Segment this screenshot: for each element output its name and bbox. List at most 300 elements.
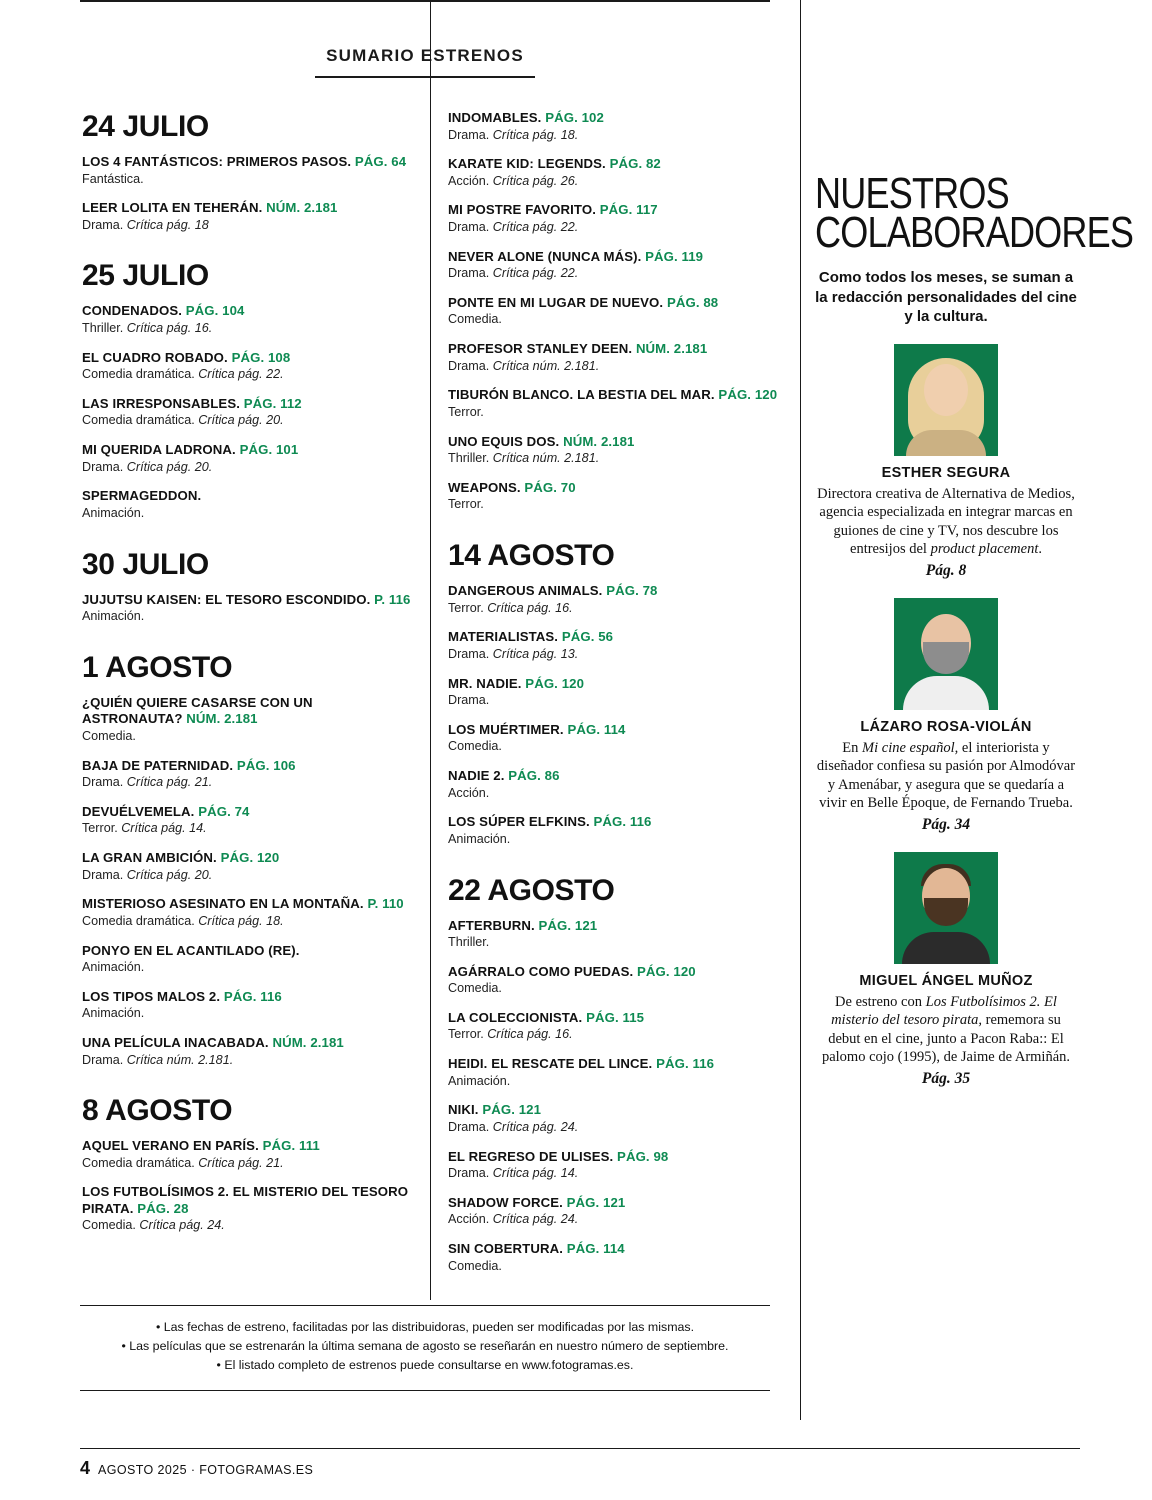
- film-entry[interactable]: [82, 154, 412, 187]
- film-entry[interactable]: [448, 480, 783, 513]
- film-genre: Acción.: [448, 1212, 490, 1227]
- film-page-ref[interactable]: PÁG. 101: [239, 442, 299, 458]
- film-entry[interactable]: [448, 918, 783, 951]
- film-page-ref[interactable]: PÁG. 121: [482, 1102, 542, 1118]
- film-genre: Drama.: [448, 1119, 490, 1134]
- film-entry[interactable]: [82, 396, 412, 429]
- film-entry[interactable]: [82, 1035, 412, 1068]
- film-review-ref: Crítica pág. 18: [123, 217, 209, 232]
- film-title: [82, 442, 412, 459]
- film-title-text: AFTERBURN.: [448, 917, 535, 933]
- film-title-text: PROFESOR STANLEY DEEN.: [448, 341, 633, 357]
- film-title-text: EL REGRESO DE ULISES.: [448, 1148, 614, 1164]
- film-page-ref[interactable]: PÁG. 112: [243, 395, 302, 411]
- film-page-ref[interactable]: PÁG. 108: [231, 349, 291, 365]
- film-meta: [448, 128, 783, 144]
- title-underline: [315, 76, 535, 78]
- film-page-ref[interactable]: PÁG. 120: [525, 675, 585, 691]
- film-genre: Comedia.: [82, 1218, 136, 1233]
- film-page-ref[interactable]: PÁG. 56: [561, 629, 614, 645]
- film-meta: [448, 1027, 783, 1043]
- film-title: [448, 1241, 783, 1258]
- film-title: [448, 1010, 783, 1027]
- date-heading: 14 AGOSTO: [448, 539, 615, 573]
- film-page-ref[interactable]: PÁG. 102: [545, 110, 604, 125]
- film-genre: Drama.: [448, 219, 490, 234]
- film-title: [82, 989, 412, 1006]
- film-title: [448, 249, 783, 266]
- film-title-text: MI QUERIDA LADRONA.: [82, 442, 236, 458]
- film-title-text: UNA PELÍCULA INACABADA.: [82, 1035, 269, 1051]
- film-title-text: TIBURÓN BLANCO. LA BESTIA DEL MAR.: [448, 387, 715, 403]
- film-title-text: DEVUÉLVEMELA.: [82, 803, 195, 819]
- footnotes: [80, 1318, 770, 1376]
- collaborators-heading-line1: NUESTROS: [815, 169, 1009, 218]
- film-review-ref: Crítica pág. 18.: [489, 127, 579, 142]
- film-title: [448, 964, 783, 981]
- footnote-line: • Las fechas de estreno, facilitadas por las distribuidoras, pueden ser modificadas por las mismas.: [155, 1320, 695, 1334]
- film-entry[interactable]: [82, 488, 412, 521]
- film-genre: Terror.: [448, 404, 484, 419]
- film-entry[interactable]: [82, 896, 412, 929]
- film-meta: [448, 359, 783, 375]
- film-entry[interactable]: [82, 1184, 412, 1234]
- film-title-text: MATERIALISTAS.: [448, 629, 559, 645]
- film-genre: Comedia dramática.: [82, 413, 195, 428]
- film-title: [82, 1184, 412, 1217]
- footnote-line: • El listado completo de estrenos puede consultarse en www.fotogramas.es.: [216, 1358, 634, 1373]
- film-title: [448, 341, 783, 358]
- film-title-text: LAS IRRESPONSABLES.: [82, 395, 240, 411]
- film-title-text: KARATE KID: LEGENDS.: [448, 156, 606, 172]
- film-genre: Drama.: [82, 867, 124, 882]
- film-title-text: INDOMABLES.: [448, 110, 542, 125]
- film-entry[interactable]: [448, 1056, 783, 1089]
- film-meta: [448, 601, 783, 617]
- film-title: [82, 1138, 412, 1155]
- footer-rule: [80, 1448, 1080, 1449]
- avatar: [894, 852, 998, 964]
- film-title: [82, 592, 412, 609]
- film-entry[interactable]: [82, 350, 412, 383]
- collaborators-intro: Como todos los meses, se suman a la redacción personalidades del cine y la cultura.: [815, 269, 1077, 325]
- film-review-ref: Crítica pág. 18.: [194, 913, 284, 928]
- film-review-ref: Crítica pág. 14.: [489, 1166, 579, 1181]
- page-title: SUMARIO ESTRENOS: [326, 46, 524, 65]
- film-meta: [448, 220, 783, 236]
- film-meta: [448, 832, 783, 848]
- film-genre: Animación.: [448, 1073, 511, 1088]
- film-title: [448, 722, 783, 739]
- film-entry[interactable]: [448, 1195, 783, 1228]
- film-review-ref: Crítica pág. 20.: [194, 413, 284, 428]
- film-entry[interactable]: [448, 434, 783, 467]
- film-genre: Comedia dramática.: [82, 367, 195, 382]
- film-entry[interactable]: [448, 629, 783, 662]
- film-page-ref[interactable]: PÁG. 64: [354, 154, 407, 169]
- film-title: [82, 396, 412, 413]
- film-review-ref: Crítica pág. 24.: [489, 1212, 579, 1227]
- film-page-ref[interactable]: PÁG. 106: [236, 757, 296, 773]
- film-meta: [82, 506, 412, 522]
- film-meta: [448, 1212, 783, 1228]
- film-entry[interactable]: [448, 1149, 783, 1182]
- film-review-ref: Crítica pág. 22.: [194, 367, 284, 382]
- film-genre: Drama.: [448, 266, 490, 281]
- film-meta: [82, 914, 412, 930]
- film-page-ref[interactable]: PÁG. 115: [586, 1009, 645, 1025]
- film-title-text: AGÁRRALO COMO PUEDAS.: [448, 963, 634, 979]
- film-title-text: WEAPONS.: [448, 479, 521, 495]
- film-meta: [448, 647, 783, 663]
- film-title: [82, 488, 412, 505]
- film-entry[interactable]: [82, 989, 412, 1022]
- film-genre: Comedia.: [82, 728, 136, 743]
- film-entry[interactable]: [82, 592, 412, 625]
- film-page-ref[interactable]: PÁG. 120: [718, 387, 778, 403]
- film-page-ref[interactable]: PÁG. 70: [524, 479, 576, 495]
- film-genre: Thriller.: [82, 320, 124, 335]
- film-meta: [448, 266, 783, 282]
- film-entry[interactable]: [448, 202, 783, 235]
- collaborators-panel: [815, 169, 1134, 1088]
- film-review-ref: Crítica pág. 22.: [489, 219, 579, 234]
- collaborators-heading-line2: COLABORADORES: [815, 207, 1134, 257]
- film-meta: [448, 739, 783, 755]
- film-page-ref[interactable]: NÚM. 2.181: [186, 711, 258, 727]
- film-entry[interactable]: [448, 1010, 783, 1043]
- film-title: [82, 804, 412, 821]
- film-genre: Animación.: [82, 960, 145, 975]
- film-meta: [448, 405, 783, 421]
- film-genre: Acción.: [448, 173, 490, 188]
- film-review-ref: Crítica pág. 13.: [489, 646, 579, 661]
- film-genre: Comedia.: [448, 312, 502, 327]
- film-meta: [82, 1156, 412, 1172]
- film-page-ref[interactable]: PÁG. 28: [137, 1200, 189, 1216]
- film-meta: [82, 1006, 412, 1022]
- film-entry[interactable]: [448, 249, 783, 282]
- film-meta: [82, 172, 412, 188]
- film-title-text: LOS FUTBOLÍSIMOS 2. EL MISTERIO DEL TESORO PIRATA.: [82, 1184, 409, 1216]
- film-title-text: LA COLECCIONISTA.: [448, 1009, 583, 1025]
- film-entry[interactable]: [448, 768, 783, 801]
- film-genre: Drama.: [82, 1052, 124, 1067]
- film-title-text: LOS TIPOS MALOS 2.: [82, 988, 221, 1004]
- film-page-ref[interactable]: PÁG. 88: [666, 294, 719, 310]
- film-title-text: LOS 4 FANTÁSTICOS: PRIMEROS PASOS.: [82, 154, 352, 169]
- film-meta: [82, 1218, 412, 1234]
- film-genre: Comedia dramática.: [82, 913, 195, 928]
- date-heading: 24 JULIO: [82, 110, 209, 143]
- film-page-ref[interactable]: PÁG. 114: [566, 1241, 625, 1257]
- film-review-ref: Crítica núm. 2.181.: [123, 1052, 234, 1067]
- film-review-ref: Crítica pág. 20.: [123, 867, 213, 882]
- film-title-text: JUJUTSU KAISEN: EL TESORO ESCONDIDO.: [82, 591, 371, 607]
- film-page-ref[interactable]: PÁG. 114: [567, 721, 626, 737]
- film-title: [448, 434, 783, 451]
- film-meta: [448, 981, 783, 997]
- collaborator-bio: De estreno con Los Futbolísimos 2. El misterio del tesoro pirata, rememora su debut en el cine, junto a Pacon Raba:: El palomo cojo (1995), de Jaime de Armiñán.: [821, 994, 1071, 1065]
- date-heading: 1 AGOSTO: [82, 650, 233, 684]
- film-title-text: MI POSTRE FAVORITO.: [448, 202, 596, 218]
- film-meta: [448, 1120, 783, 1136]
- avatar: [894, 598, 998, 710]
- film-entry[interactable]: [448, 964, 783, 997]
- film-entry[interactable]: [448, 1241, 783, 1274]
- film-title: [448, 629, 783, 646]
- film-title: [448, 1195, 783, 1212]
- film-title: [448, 1149, 783, 1166]
- film-title-text: NADIE 2.: [448, 768, 505, 784]
- film-genre: Comedia.: [448, 981, 502, 996]
- collaborator-name: ESTHER SEGURA: [881, 465, 1011, 481]
- film-page-ref[interactable]: NÚM. 2.181: [266, 200, 338, 216]
- film-title-text: UNO EQUIS DOS.: [448, 433, 560, 449]
- collaborator-bio: Directora creativa de Alternativa de Medios, agencia especializada en integrar marcas en guiones de cine y TV, nos descubre los entresijos del product placement.: [817, 486, 1075, 557]
- collaborator-page: Pág. 35: [921, 1070, 971, 1088]
- film-title: [448, 387, 783, 404]
- film-page-ref[interactable]: PÁG. 120: [220, 850, 280, 866]
- film-meta: [82, 413, 412, 429]
- film-entry[interactable]: [448, 814, 783, 847]
- film-entry[interactable]: [82, 200, 412, 233]
- film-genre: Drama.: [448, 358, 490, 373]
- film-title-text: PONYO EN EL ACANTILADO (RE).: [82, 942, 300, 958]
- film-entry[interactable]: [82, 695, 412, 745]
- estrenos-column-1: [82, 110, 412, 1247]
- film-title: [448, 814, 783, 831]
- film-meta: [82, 1053, 412, 1069]
- film-meta: [82, 775, 412, 791]
- film-meta: [82, 460, 412, 476]
- column-divider-middle: [430, 0, 431, 1300]
- film-entry[interactable]: [82, 804, 412, 837]
- film-page-ref[interactable]: NÚM. 2.181: [272, 1035, 344, 1051]
- film-title: [82, 943, 412, 960]
- film-page-ref[interactable]: PÁG. 111: [262, 1138, 320, 1154]
- film-meta: [448, 1166, 783, 1182]
- film-page-ref[interactable]: PÁG. 74: [198, 803, 250, 819]
- film-title-text: LOS SÚPER ELFKINS.: [448, 814, 590, 830]
- film-genre: Animación.: [82, 609, 145, 624]
- collaborator-page: Pág. 8: [925, 562, 967, 580]
- film-title: [448, 583, 783, 600]
- collaborator-item: [815, 852, 1077, 1088]
- film-title-text: DANGEROUS ANIMALS.: [448, 583, 603, 599]
- footnote-line: • Las películas que se estrenarán la última semana de agosto se reseñarán en nuestro número de septiembre.: [121, 1339, 729, 1354]
- film-title: [448, 156, 783, 173]
- film-meta: [448, 451, 783, 467]
- film-title-text: LA GRAN AMBICIÓN.: [82, 850, 217, 866]
- film-meta: [82, 609, 412, 625]
- film-title: [82, 1035, 412, 1052]
- date-heading: 25 JULIO: [82, 259, 209, 293]
- film-entry[interactable]: [448, 676, 783, 709]
- collaborators-heading: [815, 169, 1134, 257]
- film-entry[interactable]: [448, 110, 783, 143]
- page-number: 4: [80, 1458, 91, 1478]
- film-review-ref: Crítica núm. 2.181.: [489, 451, 600, 466]
- film-title-text: SIN COBERTURA.: [448, 1241, 563, 1257]
- notes-rule-bottom: [80, 1390, 770, 1391]
- footer: [80, 1458, 313, 1479]
- film-genre: Drama.: [448, 127, 490, 142]
- film-genre: Thriller.: [448, 451, 490, 466]
- film-title-text: NIKI.: [448, 1102, 479, 1118]
- film-page-ref[interactable]: NÚM. 2.181: [635, 341, 708, 357]
- film-meta: [82, 868, 412, 884]
- film-genre: Animación.: [82, 1006, 145, 1021]
- notes-rule-top: [80, 1305, 770, 1306]
- film-genre: Terror.: [448, 497, 484, 512]
- film-entry[interactable]: [82, 943, 412, 976]
- film-page-ref[interactable]: PÁG. 78: [606, 583, 658, 599]
- film-title: [82, 200, 412, 217]
- collaborator-bio: En Mi cine español, el interiorista y diseñador confiesa su pasión por Almodóvar y Amenábar, y asegura que se quedaría a vivir en Belle Époque, de Fernando Trueba.: [816, 740, 1076, 811]
- film-entry[interactable]: [82, 758, 412, 791]
- film-title: [82, 350, 412, 367]
- film-genre: Fantástica.: [82, 171, 144, 186]
- film-title: [82, 154, 412, 171]
- film-title-text: BAJA DE PATERNIDAD.: [82, 757, 234, 773]
- film-meta: [448, 174, 783, 190]
- film-page-ref[interactable]: PÁG. 117: [599, 202, 658, 218]
- film-entry[interactable]: [448, 1102, 783, 1135]
- film-page-ref[interactable]: NÚM. 2.181: [563, 433, 635, 449]
- top-rule: [80, 0, 770, 2]
- film-review-ref: Crítica pág. 16.: [483, 600, 573, 615]
- collaborator-name: MIGUEL ÁNGEL MUÑOZ: [859, 973, 1033, 990]
- film-entry[interactable]: [448, 295, 783, 328]
- date-heading: 22 AGOSTO: [448, 873, 615, 907]
- column-divider-right: [800, 0, 801, 1420]
- film-title: [82, 695, 412, 728]
- film-genre: Drama.: [448, 646, 490, 661]
- film-review-ref: Crítica pág. 14.: [117, 821, 207, 836]
- film-page-ref[interactable]: PÁG. 86: [508, 768, 560, 784]
- date-heading: 30 JULIO: [82, 547, 209, 581]
- film-meta: [82, 218, 412, 234]
- film-entry[interactable]: [448, 387, 783, 420]
- film-entry[interactable]: [82, 442, 412, 475]
- film-title-text: LOS MUÉRTIMER.: [448, 721, 564, 737]
- film-genre: Acción.: [448, 785, 490, 800]
- collaborator-page: Pág. 34: [921, 816, 971, 834]
- film-page-ref[interactable]: PÁG. 121: [538, 917, 598, 933]
- film-review-ref: Crítica pág. 20.: [123, 459, 213, 474]
- film-genre: Terror.: [448, 600, 484, 615]
- film-meta: [448, 693, 783, 709]
- film-meta: [82, 821, 412, 837]
- film-meta: [448, 935, 783, 951]
- film-title: [448, 202, 783, 219]
- film-meta: [82, 367, 412, 383]
- film-meta: [448, 312, 783, 328]
- film-review-ref: Crítica pág. 22.: [489, 266, 579, 281]
- film-genre: Drama.: [448, 1166, 490, 1181]
- film-genre: Drama.: [82, 775, 124, 790]
- film-review-ref: Crítica pág. 21.: [194, 1155, 284, 1170]
- film-review-ref: Crítica pág. 26.: [489, 173, 579, 188]
- film-entry[interactable]: [82, 850, 412, 883]
- film-title-text: MISTERIOSO ASESINATO EN LA MONTAÑA.: [82, 896, 364, 912]
- film-title: [82, 303, 412, 320]
- film-genre: Comedia.: [448, 1258, 502, 1273]
- film-review-ref: Crítica pág. 16.: [123, 320, 213, 335]
- film-title-text: HEIDI. EL RESCATE DEL LINCE.: [448, 1056, 653, 1072]
- film-title-text: NEVER ALONE (NUNCA MÁS).: [448, 248, 642, 264]
- film-entry[interactable]: [448, 341, 783, 374]
- film-page-ref[interactable]: PÁG. 121: [566, 1194, 626, 1210]
- film-title-text: MR. NADIE.: [448, 675, 522, 691]
- film-entry[interactable]: [448, 722, 783, 755]
- film-page-ref[interactable]: P. 110: [367, 896, 404, 912]
- film-title-text: CONDENADOS.: [82, 303, 183, 319]
- film-title: [448, 480, 783, 497]
- film-review-ref: Crítica pág. 16.: [483, 1027, 573, 1042]
- film-title: [448, 1102, 783, 1119]
- film-meta: [82, 729, 412, 745]
- film-page-ref[interactable]: PÁG. 116: [223, 988, 282, 1004]
- film-page-ref[interactable]: PÁG. 119: [645, 248, 704, 264]
- film-genre: Drama.: [82, 459, 124, 474]
- footer-text: AGOSTO 2025 · FOTOGRAMAS.ES: [98, 1463, 314, 1477]
- film-title-text: AQUEL VERANO EN PARÍS.: [82, 1138, 259, 1154]
- film-meta: [448, 1259, 783, 1275]
- film-entry[interactable]: [448, 583, 783, 616]
- film-page-ref[interactable]: P. 116: [374, 591, 411, 607]
- film-genre: Animación.: [82, 505, 145, 520]
- film-genre: Comedia dramática.: [82, 1155, 195, 1170]
- estrenos-column-2: [448, 110, 783, 1287]
- film-meta: [82, 321, 412, 337]
- film-review-ref: Crítica núm. 2.181.: [489, 358, 600, 373]
- film-page-ref[interactable]: PÁG. 120: [637, 963, 696, 979]
- film-page-ref[interactable]: PÁG. 82: [609, 156, 661, 172]
- film-title: [448, 295, 783, 312]
- film-title: [82, 850, 412, 867]
- collaborator-item: [815, 344, 1077, 580]
- film-review-ref: Crítica pág. 21.: [123, 775, 213, 790]
- film-entry[interactable]: [82, 1138, 412, 1171]
- film-title: [82, 896, 412, 913]
- film-page-ref[interactable]: PÁG. 116: [593, 814, 652, 830]
- film-title: [448, 918, 783, 935]
- film-page-ref[interactable]: PÁG. 104: [185, 303, 245, 319]
- avatar: [894, 344, 998, 456]
- film-meta: [448, 497, 783, 513]
- film-title: [448, 676, 783, 693]
- film-page-ref[interactable]: PÁG. 116: [656, 1056, 715, 1072]
- film-entry[interactable]: [82, 303, 412, 336]
- film-title: [448, 768, 783, 785]
- film-review-ref: Crítica pág. 24.: [489, 1119, 579, 1134]
- film-page-ref[interactable]: PÁG. 98: [617, 1148, 669, 1164]
- film-title: [448, 110, 783, 127]
- collaborator-name: LÁZARO ROSA-VIOLÁN: [860, 719, 1032, 736]
- film-entry[interactable]: [448, 156, 783, 189]
- film-title-text: ¿QUIÉN QUIERE CASARSE CON UN ASTRONAUTA?: [82, 694, 313, 727]
- film-genre: Comedia.: [448, 739, 502, 754]
- film-meta: [82, 960, 412, 976]
- film-genre: Drama.: [82, 217, 124, 232]
- film-title: [448, 1056, 783, 1073]
- film-genre: Thriller.: [448, 935, 490, 950]
- date-heading: 8 AGOSTO: [82, 1094, 233, 1128]
- film-meta: [448, 786, 783, 802]
- collaborator-item: [815, 598, 1077, 834]
